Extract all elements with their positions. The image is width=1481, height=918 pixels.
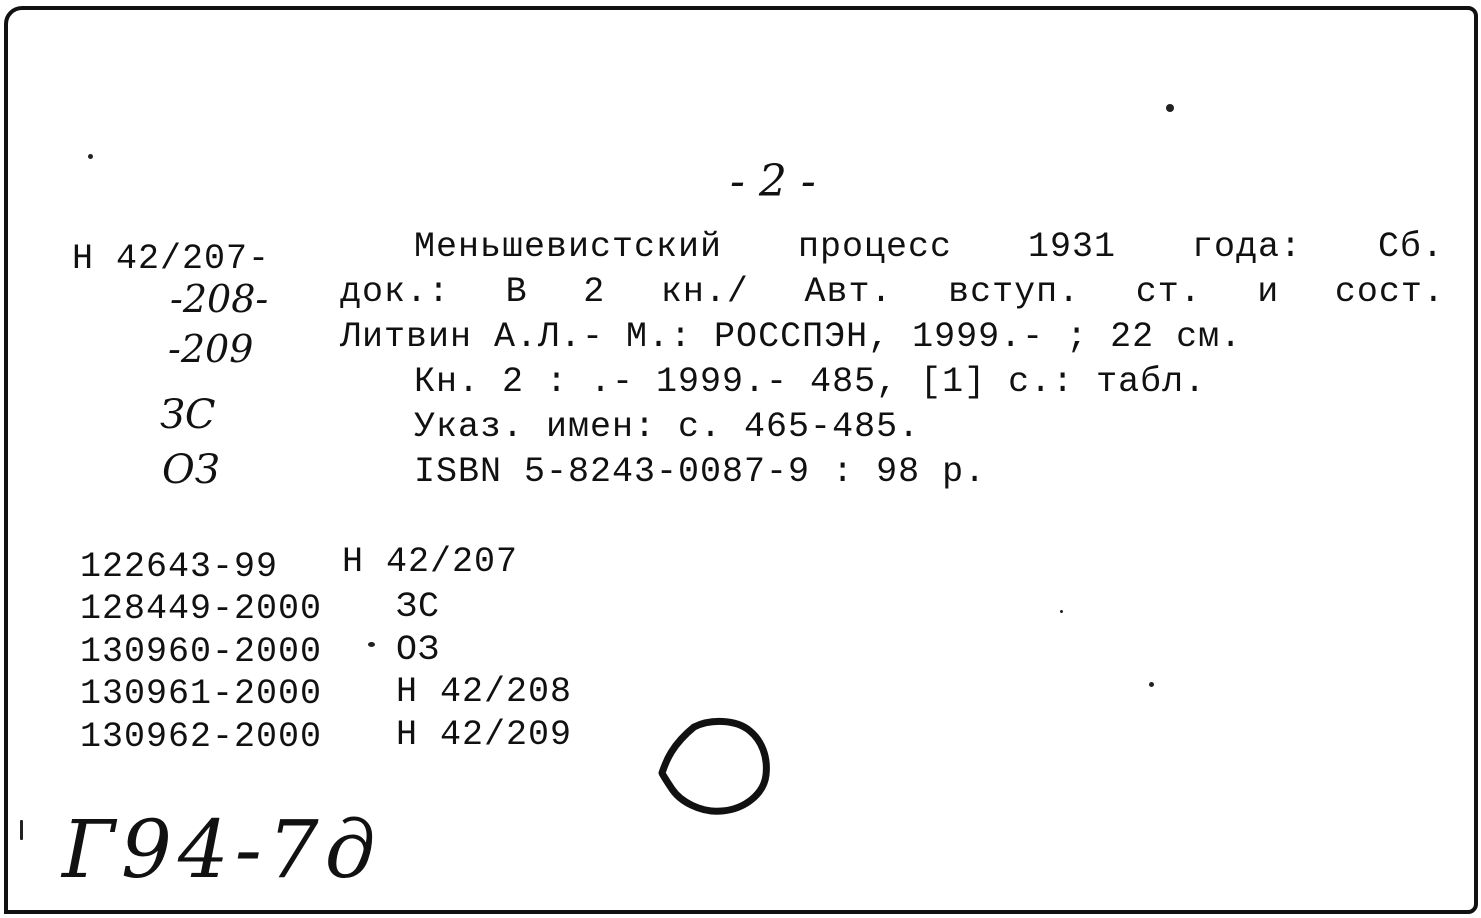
line2-word: В xyxy=(505,272,528,312)
line2-word: вступ. xyxy=(948,272,1081,312)
line2-word: ст. xyxy=(1135,272,1202,312)
line2-word: Авт. xyxy=(804,272,893,312)
entry-title-line xyxy=(414,227,1444,267)
inventory-number: 130960-2000 xyxy=(80,632,323,672)
handwritten-call-number-209: -209 xyxy=(168,327,254,371)
inventory-number: 122643-99 xyxy=(80,547,279,587)
handwritten-mark-oz: ОЗ xyxy=(162,447,220,493)
inventory-number: 128449-2000 xyxy=(80,589,323,629)
inventory-shelf: ЗС xyxy=(396,587,441,627)
title-word: процесс xyxy=(798,227,953,267)
handwritten-mark-zs: ЗС xyxy=(160,392,216,438)
handwritten-code: Г94-7д xyxy=(62,803,382,896)
inventory-number: 130962-2000 xyxy=(80,717,323,757)
entry-line-2 xyxy=(340,272,1445,312)
line2-word: сост. xyxy=(1334,272,1445,312)
punch-hole xyxy=(650,705,780,825)
handwritten-call-number-208: -208- xyxy=(170,277,269,321)
page-number: - 2 - xyxy=(730,156,816,207)
main-call-number: Н 42/207- xyxy=(72,239,271,279)
inventory-number: 130961-2000 xyxy=(80,674,323,714)
volume-line: Кн. 2 : .- 1999.- 485, [1] с.: табл. xyxy=(414,362,1207,402)
title-word: 1931 xyxy=(1028,227,1117,267)
inventory-shelf: Н 42/207 xyxy=(342,542,519,582)
line2-word: 2 xyxy=(583,272,606,312)
line2-word: и xyxy=(1257,272,1280,312)
index-note: Указ. имен: с. 465-485. xyxy=(414,407,921,447)
line2-word: док.: xyxy=(340,272,451,312)
title-word: года: xyxy=(1191,227,1302,267)
line2-word: кн./ xyxy=(660,272,749,312)
entry-line-3: Литвин А.Л.- М.: РОССПЭН, 1999.- ; 22 см. xyxy=(340,317,1243,357)
title-word: Сб. xyxy=(1377,227,1444,267)
inventory-shelf: Н 42/208 xyxy=(396,672,573,712)
inventory-shelf: ОЗ xyxy=(396,630,441,670)
isbn-line: ISBN 5-8243-0087-9 : 98 р. xyxy=(414,452,987,492)
inventory-shelf: Н 42/209 xyxy=(396,715,573,755)
title-word: Меньшевистский xyxy=(414,227,723,267)
